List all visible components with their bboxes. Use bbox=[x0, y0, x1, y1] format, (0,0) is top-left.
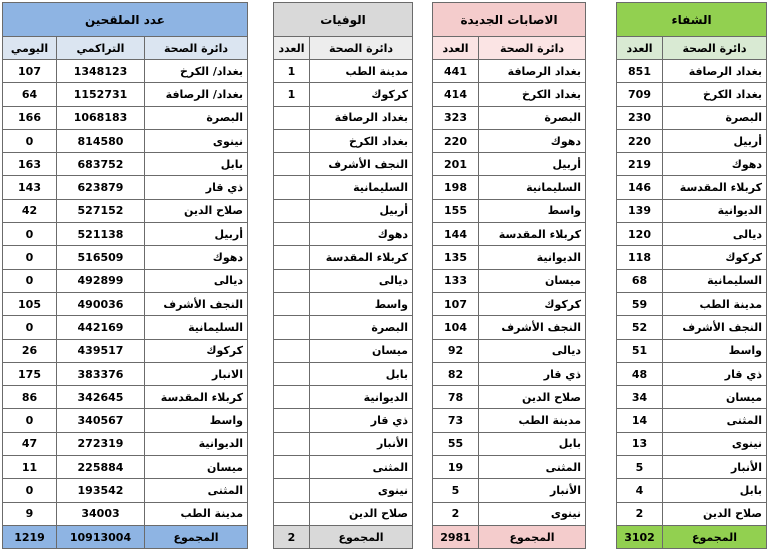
vaccinated-cumulative-cell: 439517 bbox=[57, 339, 145, 362]
new-cases-count-cell: 323 bbox=[433, 106, 479, 129]
vaccinated-title: عدد الملقحين bbox=[3, 3, 248, 37]
recovered-row bbox=[617, 129, 767, 152]
recovered-row bbox=[617, 199, 767, 222]
new-cases-count-cell: 92 bbox=[433, 339, 479, 362]
new-cases-total-value: 2981 bbox=[433, 525, 479, 548]
vaccinated-cumulative-cell: 814580 bbox=[57, 129, 145, 152]
new-cases-name-cell: بغداد الرصافة bbox=[479, 60, 586, 83]
recovered-count-cell: 219 bbox=[617, 153, 663, 176]
vaccinated-cumulative-cell: 516509 bbox=[57, 246, 145, 269]
deaths-name-cell: كركوك bbox=[310, 83, 413, 106]
deaths-count-cell bbox=[274, 409, 310, 432]
new-cases-name-cell: بابل bbox=[479, 432, 586, 455]
vaccinated-name-cell: بغداد/ الكرخ bbox=[145, 60, 248, 83]
recovered-title: الشفاء bbox=[617, 3, 767, 37]
vaccinated-total-cumulative: 10913004 bbox=[57, 525, 145, 548]
vaccinated-daily-cell: 0 bbox=[3, 316, 57, 339]
new-cases-row bbox=[433, 83, 586, 106]
recovered-row bbox=[617, 502, 767, 525]
new-cases-name-cell: صلاح الدين bbox=[479, 386, 586, 409]
new-cases-row bbox=[433, 153, 586, 176]
vaccinated-cumulative-cell: 272319 bbox=[57, 432, 145, 455]
recovered-name-cell: السليمانية bbox=[663, 269, 767, 292]
vaccinated-row bbox=[3, 316, 248, 339]
new-cases-row bbox=[433, 129, 586, 152]
recovered-name-cell: المثنى bbox=[663, 409, 767, 432]
deaths-row bbox=[274, 246, 413, 269]
recovered-count-cell: 139 bbox=[617, 199, 663, 222]
recovered-row bbox=[617, 409, 767, 432]
vaccinated-cumulative-cell: 34003 bbox=[57, 502, 145, 525]
recovered-name-cell: صلاح الدين bbox=[663, 502, 767, 525]
new-cases-name-cell: ميسان bbox=[479, 269, 586, 292]
new-cases-name-cell: كركوك bbox=[479, 292, 586, 315]
new-cases-name-cell: ديالى bbox=[479, 339, 586, 362]
vaccinated-cumulative-cell: 623879 bbox=[57, 176, 145, 199]
new-cases-row bbox=[433, 106, 586, 129]
recovered-count-cell: 5 bbox=[617, 456, 663, 479]
new-cases-table bbox=[432, 2, 586, 549]
vaccinated-row bbox=[3, 409, 248, 432]
vaccinated-name-header: دائرة الصحة bbox=[145, 37, 248, 60]
recovered-name-cell: نينوى bbox=[663, 432, 767, 455]
vaccinated-row bbox=[3, 292, 248, 315]
recovered-total-value: 3102 bbox=[617, 525, 663, 548]
deaths-name-cell: واسط bbox=[310, 292, 413, 315]
deaths-name-cell: ديالى bbox=[310, 269, 413, 292]
new-cases-count-cell: 198 bbox=[433, 176, 479, 199]
vaccinated-daily-cell: 0 bbox=[3, 223, 57, 246]
deaths-count-cell bbox=[274, 199, 310, 222]
new-cases-count-cell: 2 bbox=[433, 502, 479, 525]
deaths-count-cell bbox=[274, 153, 310, 176]
vaccinated-row bbox=[3, 386, 248, 409]
new-cases-count-cell: 414 bbox=[433, 83, 479, 106]
recovered-count-cell: 13 bbox=[617, 432, 663, 455]
new-cases-name-header: دائرة الصحة bbox=[479, 37, 586, 60]
vaccinated-cumulative-cell: 492899 bbox=[57, 269, 145, 292]
deaths-name-cell: أربيل bbox=[310, 199, 413, 222]
deaths-row bbox=[274, 432, 413, 455]
vaccinated-daily-cell: 9 bbox=[3, 502, 57, 525]
deaths-title: الوفيات bbox=[274, 3, 413, 37]
deaths-row bbox=[274, 362, 413, 385]
vaccinated-daily-cell: 0 bbox=[3, 246, 57, 269]
deaths-count-cell bbox=[274, 502, 310, 525]
recovered-name-cell: واسط bbox=[663, 339, 767, 362]
new-cases-count-cell: 82 bbox=[433, 362, 479, 385]
vaccinated-daily-cell: 175 bbox=[3, 362, 57, 385]
recovered-row bbox=[617, 292, 767, 315]
new-cases-row bbox=[433, 502, 586, 525]
recovered-name-cell: كركوك bbox=[663, 246, 767, 269]
new-cases-name-cell: السليمانية bbox=[479, 176, 586, 199]
recovered-row bbox=[617, 246, 767, 269]
deaths-count-cell bbox=[274, 432, 310, 455]
vaccinated-row bbox=[3, 246, 248, 269]
deaths-name-cell: كربلاء المقدسة bbox=[310, 246, 413, 269]
new-cases-count-cell: 107 bbox=[433, 292, 479, 315]
recovered-name-cell: بغداد الكرخ bbox=[663, 83, 767, 106]
new-cases-row bbox=[433, 269, 586, 292]
new-cases-row bbox=[433, 386, 586, 409]
deaths-count-cell bbox=[274, 176, 310, 199]
recovered-total-label: المجموع bbox=[663, 525, 767, 548]
deaths-count-cell bbox=[274, 223, 310, 246]
vaccinated-row bbox=[3, 502, 248, 525]
deaths-row bbox=[274, 129, 413, 152]
vaccinated-row bbox=[3, 432, 248, 455]
new-cases-row bbox=[433, 362, 586, 385]
vaccinated-total-row bbox=[3, 525, 248, 548]
vaccinated-total-label: المجموع bbox=[145, 525, 248, 548]
recovered-name-cell: مدينة الطب bbox=[663, 292, 767, 315]
new-cases-row bbox=[433, 339, 586, 362]
vaccinated-name-cell: صلاح الدين bbox=[145, 199, 248, 222]
new-cases-name-cell: النجف الأشرف bbox=[479, 316, 586, 339]
recovered-count-cell: 220 bbox=[617, 129, 663, 152]
new-cases-row bbox=[433, 176, 586, 199]
new-cases-row bbox=[433, 246, 586, 269]
new-cases-name-cell: الأنبار bbox=[479, 479, 586, 502]
vaccinated-name-cell: البصرة bbox=[145, 106, 248, 129]
recovered-count-cell: 230 bbox=[617, 106, 663, 129]
new-cases-row bbox=[433, 199, 586, 222]
vaccinated-cumulative-cell: 521138 bbox=[57, 223, 145, 246]
deaths-row bbox=[274, 386, 413, 409]
vaccinated-row bbox=[3, 83, 248, 106]
vaccinated-name-cell: المثنى bbox=[145, 479, 248, 502]
vaccinated-total-daily: 1219 bbox=[3, 525, 57, 548]
new-cases-count-cell: 155 bbox=[433, 199, 479, 222]
recovered-name-cell: دهوك bbox=[663, 153, 767, 176]
vaccinated-name-cell: نينوى bbox=[145, 129, 248, 152]
vaccinated-row bbox=[3, 106, 248, 129]
new-cases-name-cell: مدينة الطب bbox=[479, 409, 586, 432]
deaths-name-cell: الأنبار bbox=[310, 432, 413, 455]
new-cases-name-cell: أربيل bbox=[479, 153, 586, 176]
new-cases-name-cell: المثنى bbox=[479, 456, 586, 479]
recovered-count-cell: 52 bbox=[617, 316, 663, 339]
deaths-count-cell bbox=[274, 292, 310, 315]
vaccinated-row bbox=[3, 199, 248, 222]
deaths-name-cell: مدينة الطب bbox=[310, 60, 413, 83]
deaths-row bbox=[274, 339, 413, 362]
deaths-row bbox=[274, 83, 413, 106]
vaccinated-row bbox=[3, 362, 248, 385]
deaths-total-row bbox=[274, 525, 413, 548]
new-cases-name-cell: بغداد الكرخ bbox=[479, 83, 586, 106]
recovered-row bbox=[617, 386, 767, 409]
recovered-row bbox=[617, 223, 767, 246]
new-cases-name-cell: واسط bbox=[479, 199, 586, 222]
new-cases-count-cell: 201 bbox=[433, 153, 479, 176]
new-cases-name-cell: نينوى bbox=[479, 502, 586, 525]
deaths-total-value: 2 bbox=[274, 525, 310, 548]
deaths-name-cell: البصرة bbox=[310, 316, 413, 339]
new-cases-name-cell: كربلاء المقدسة bbox=[479, 223, 586, 246]
recovered-count-cell: 2 bbox=[617, 502, 663, 525]
recovered-count-cell: 14 bbox=[617, 409, 663, 432]
new-cases-total-label: المجموع bbox=[479, 525, 586, 548]
new-cases-row bbox=[433, 60, 586, 83]
deaths-row bbox=[274, 223, 413, 246]
deaths-count-cell bbox=[274, 269, 310, 292]
deaths-count-cell bbox=[274, 362, 310, 385]
recovered-count-cell: 146 bbox=[617, 176, 663, 199]
recovered-row bbox=[617, 432, 767, 455]
deaths-name-cell: النجف الأشرف bbox=[310, 153, 413, 176]
vaccinated-daily-cell: 47 bbox=[3, 432, 57, 455]
new-cases-count-cell: 78 bbox=[433, 386, 479, 409]
vaccinated-daily-cell: 163 bbox=[3, 153, 57, 176]
new-cases-count-cell: 441 bbox=[433, 60, 479, 83]
recovered-count-cell: 68 bbox=[617, 269, 663, 292]
recovered-name-cell: النجف الأشرف bbox=[663, 316, 767, 339]
deaths-count-cell bbox=[274, 386, 310, 409]
recovered-count-cell: 709 bbox=[617, 83, 663, 106]
recovered-count-cell: 851 bbox=[617, 60, 663, 83]
recovered-name-cell: ذي قار bbox=[663, 362, 767, 385]
new-cases-count-cell: 5 bbox=[433, 479, 479, 502]
recovered-count-cell: 48 bbox=[617, 362, 663, 385]
vaccinated-name-cell: دهوك bbox=[145, 246, 248, 269]
recovered-row bbox=[617, 479, 767, 502]
recovered-count-cell: 120 bbox=[617, 223, 663, 246]
vaccinated-name-cell: بغداد/ الرصافة bbox=[145, 83, 248, 106]
deaths-name-cell: بابل bbox=[310, 362, 413, 385]
vaccinated-daily-cell: 143 bbox=[3, 176, 57, 199]
vaccinated-name-cell: السليمانية bbox=[145, 316, 248, 339]
vaccinated-row bbox=[3, 60, 248, 83]
recovered-row bbox=[617, 60, 767, 83]
deaths-row bbox=[274, 456, 413, 479]
vaccinated-row bbox=[3, 479, 248, 502]
vaccinated-cumulative-cell: 683752 bbox=[57, 153, 145, 176]
vaccinated-name-cell: النجف الأشرف bbox=[145, 292, 248, 315]
vaccinated-cumulative-cell: 1152731 bbox=[57, 83, 145, 106]
new-cases-name-cell: دهوك bbox=[479, 129, 586, 152]
recovered-row bbox=[617, 83, 767, 106]
recovered-count-cell: 34 bbox=[617, 386, 663, 409]
new-cases-count-cell: 73 bbox=[433, 409, 479, 432]
vaccinated-cumulative-cell: 442169 bbox=[57, 316, 145, 339]
new-cases-count-cell: 220 bbox=[433, 129, 479, 152]
vaccinated-table bbox=[2, 2, 248, 549]
new-cases-row bbox=[433, 409, 586, 432]
recovered-count-header: العدد bbox=[617, 37, 663, 60]
vaccinated-cumulative-cell: 340567 bbox=[57, 409, 145, 432]
deaths-name-cell: الديوانية bbox=[310, 386, 413, 409]
deaths-name-header: دائرة الصحة bbox=[310, 37, 413, 60]
recovered-name-cell: أربيل bbox=[663, 129, 767, 152]
recovered-count-cell: 59 bbox=[617, 292, 663, 315]
vaccinated-cumulative-cell: 527152 bbox=[57, 199, 145, 222]
deaths-name-cell: ذي قار bbox=[310, 409, 413, 432]
new-cases-name-cell: الديوانية bbox=[479, 246, 586, 269]
vaccinated-daily-cell: 86 bbox=[3, 386, 57, 409]
recovered-row bbox=[617, 153, 767, 176]
recovered-name-cell: الأنبار bbox=[663, 456, 767, 479]
vaccinated-row bbox=[3, 223, 248, 246]
vaccinated-name-cell: ذي قار bbox=[145, 176, 248, 199]
deaths-count-cell: 1 bbox=[274, 60, 310, 83]
vaccinated-row bbox=[3, 176, 248, 199]
deaths-count-cell bbox=[274, 479, 310, 502]
recovered-row bbox=[617, 176, 767, 199]
deaths-row bbox=[274, 60, 413, 83]
new-cases-count-cell: 19 bbox=[433, 456, 479, 479]
new-cases-count-header: العدد bbox=[433, 37, 479, 60]
deaths-table bbox=[273, 2, 413, 549]
new-cases-row bbox=[433, 456, 586, 479]
recovered-table bbox=[616, 2, 767, 549]
deaths-count-cell bbox=[274, 316, 310, 339]
vaccinated-cumulative-cell: 1068183 bbox=[57, 106, 145, 129]
vaccinated-name-cell: الديوانية bbox=[145, 432, 248, 455]
deaths-count-header: العدد bbox=[274, 37, 310, 60]
new-cases-count-cell: 135 bbox=[433, 246, 479, 269]
deaths-row bbox=[274, 479, 413, 502]
new-cases-row bbox=[433, 479, 586, 502]
vaccinated-name-cell: ميسان bbox=[145, 456, 248, 479]
new-cases-row bbox=[433, 223, 586, 246]
recovered-name-cell: ديالى bbox=[663, 223, 767, 246]
deaths-name-cell: صلاح الدين bbox=[310, 502, 413, 525]
vaccinated-row bbox=[3, 456, 248, 479]
deaths-count-cell bbox=[274, 129, 310, 152]
deaths-row bbox=[274, 176, 413, 199]
vaccinated-row bbox=[3, 153, 248, 176]
vaccinated-cumulative-cell: 342645 bbox=[57, 386, 145, 409]
vaccinated-cumulative-cell: 225884 bbox=[57, 456, 145, 479]
vaccinated-name-cell: كربلاء المقدسة bbox=[145, 386, 248, 409]
recovered-count-cell: 118 bbox=[617, 246, 663, 269]
vaccinated-daily-cell: 11 bbox=[3, 456, 57, 479]
new-cases-count-cell: 104 bbox=[433, 316, 479, 339]
deaths-row bbox=[274, 199, 413, 222]
vaccinated-daily-cell: 0 bbox=[3, 409, 57, 432]
deaths-name-cell: بغداد الرصافة bbox=[310, 106, 413, 129]
recovered-name-cell: الديوانية bbox=[663, 199, 767, 222]
deaths-row bbox=[274, 269, 413, 292]
deaths-name-cell: نينوى bbox=[310, 479, 413, 502]
vaccinated-daily-header: اليومي bbox=[3, 37, 57, 60]
deaths-row bbox=[274, 153, 413, 176]
new-cases-name-cell: البصرة bbox=[479, 106, 586, 129]
recovered-row bbox=[617, 339, 767, 362]
deaths-count-cell bbox=[274, 456, 310, 479]
deaths-count-cell bbox=[274, 246, 310, 269]
vaccinated-daily-cell: 166 bbox=[3, 106, 57, 129]
deaths-count-cell bbox=[274, 106, 310, 129]
deaths-count-cell: 1 bbox=[274, 83, 310, 106]
vaccinated-name-cell: كركوك bbox=[145, 339, 248, 362]
recovered-name-header: دائرة الصحة bbox=[663, 37, 767, 60]
deaths-name-cell: المثنى bbox=[310, 456, 413, 479]
vaccinated-name-cell: بابل bbox=[145, 153, 248, 176]
vaccinated-name-cell: ديالى bbox=[145, 269, 248, 292]
vaccinated-cumulative-header: التراكمي bbox=[57, 37, 145, 60]
recovered-name-cell: بابل bbox=[663, 479, 767, 502]
new-cases-count-cell: 55 bbox=[433, 432, 479, 455]
recovered-name-cell: كربلاء المقدسة bbox=[663, 176, 767, 199]
vaccinated-daily-cell: 26 bbox=[3, 339, 57, 362]
new-cases-name-cell: ذي قار bbox=[479, 362, 586, 385]
new-cases-count-cell: 133 bbox=[433, 269, 479, 292]
deaths-row bbox=[274, 502, 413, 525]
vaccinated-name-cell: أربيل bbox=[145, 223, 248, 246]
new-cases-row bbox=[433, 316, 586, 339]
vaccinated-cumulative-cell: 1348123 bbox=[57, 60, 145, 83]
vaccinated-daily-cell: 0 bbox=[3, 479, 57, 502]
vaccinated-cumulative-cell: 490036 bbox=[57, 292, 145, 315]
recovered-total-row bbox=[617, 525, 767, 548]
deaths-name-cell: ميسان bbox=[310, 339, 413, 362]
deaths-row bbox=[274, 316, 413, 339]
deaths-count-cell bbox=[274, 339, 310, 362]
recovered-row bbox=[617, 269, 767, 292]
vaccinated-row bbox=[3, 339, 248, 362]
vaccinated-row bbox=[3, 129, 248, 152]
recovered-row bbox=[617, 106, 767, 129]
new-cases-count-cell: 144 bbox=[433, 223, 479, 246]
new-cases-title: الاصابات الجديدة bbox=[433, 3, 586, 37]
recovered-row bbox=[617, 362, 767, 385]
vaccinated-daily-cell: 107 bbox=[3, 60, 57, 83]
vaccinated-row bbox=[3, 269, 248, 292]
recovered-name-cell: البصرة bbox=[663, 106, 767, 129]
vaccinated-daily-cell: 64 bbox=[3, 83, 57, 106]
new-cases-row bbox=[433, 292, 586, 315]
deaths-row bbox=[274, 106, 413, 129]
recovered-name-cell: بغداد الرصافة bbox=[663, 60, 767, 83]
recovered-count-cell: 4 bbox=[617, 479, 663, 502]
deaths-name-cell: بغداد الكرخ bbox=[310, 129, 413, 152]
vaccinated-cumulative-cell: 193542 bbox=[57, 479, 145, 502]
vaccinated-daily-cell: 0 bbox=[3, 269, 57, 292]
deaths-row bbox=[274, 409, 413, 432]
deaths-total-label: المجموع bbox=[310, 525, 413, 548]
vaccinated-daily-cell: 105 bbox=[3, 292, 57, 315]
vaccinated-name-cell: مدينة الطب bbox=[145, 502, 248, 525]
recovered-count-cell: 51 bbox=[617, 339, 663, 362]
recovered-row bbox=[617, 316, 767, 339]
new-cases-row bbox=[433, 432, 586, 455]
deaths-name-cell: دهوك bbox=[310, 223, 413, 246]
new-cases-total-row bbox=[433, 525, 586, 548]
vaccinated-cumulative-cell: 383376 bbox=[57, 362, 145, 385]
recovered-name-cell: ميسان bbox=[663, 386, 767, 409]
vaccinated-daily-cell: 42 bbox=[3, 199, 57, 222]
recovered-row bbox=[617, 456, 767, 479]
vaccinated-name-cell: واسط bbox=[145, 409, 248, 432]
deaths-name-cell: السليمانية bbox=[310, 176, 413, 199]
vaccinated-name-cell: الانبار bbox=[145, 362, 248, 385]
vaccinated-daily-cell: 0 bbox=[3, 129, 57, 152]
deaths-row bbox=[274, 292, 413, 315]
